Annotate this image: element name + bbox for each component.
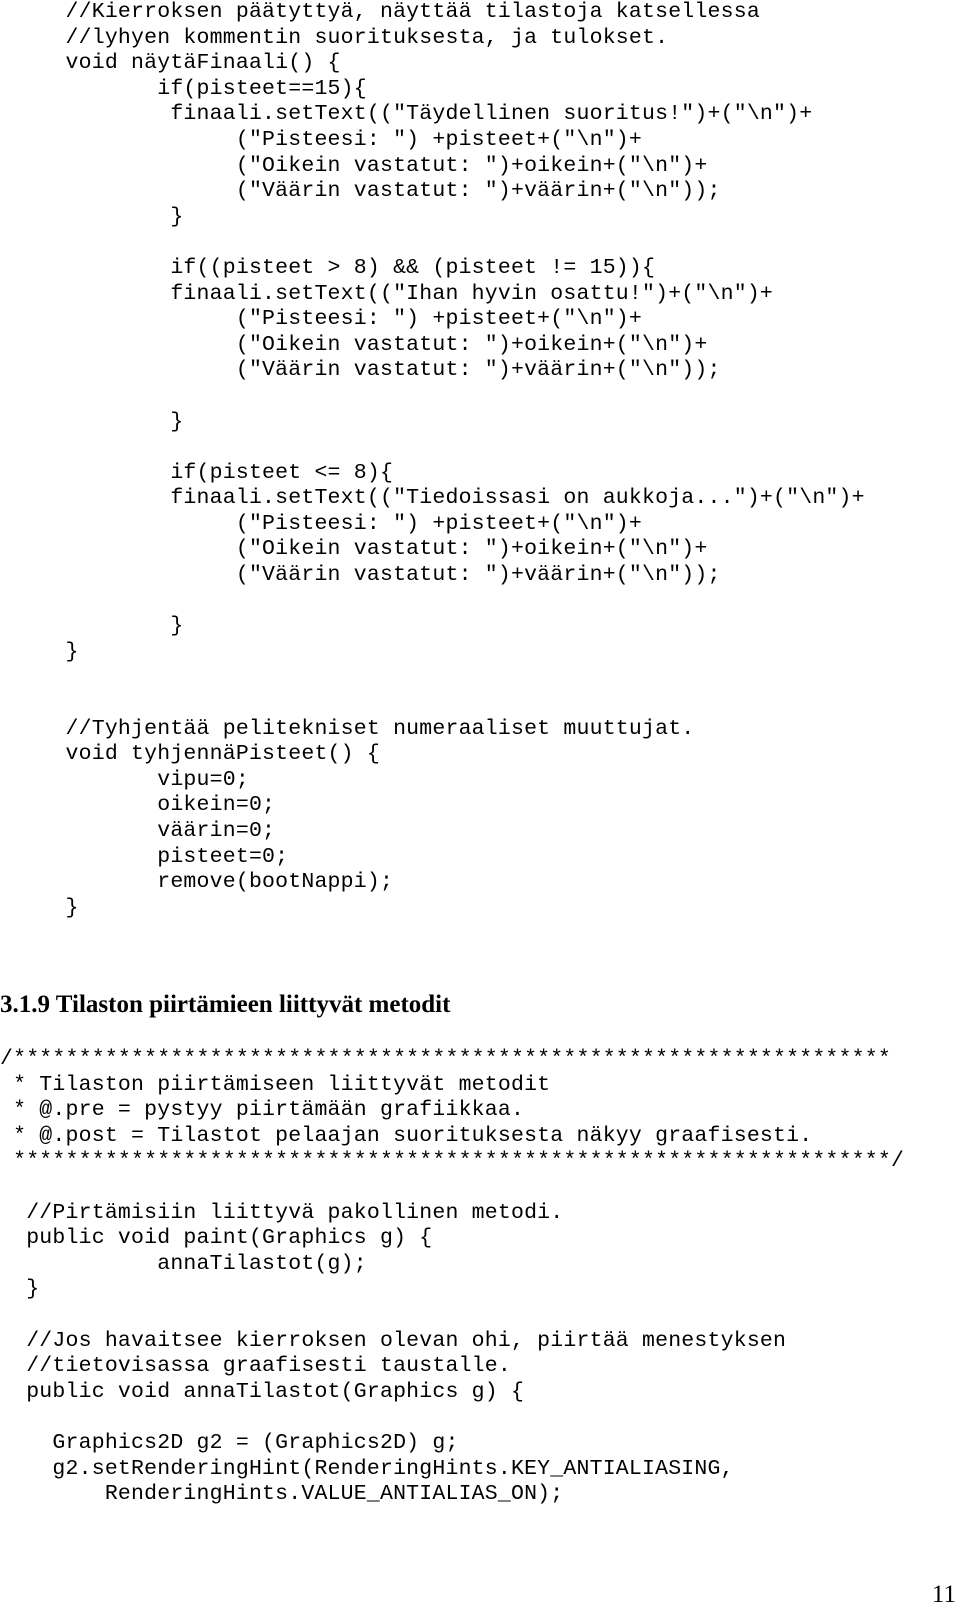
code-listing-top: //Kierroksen päätyttyä, näyttää tilastoja katsellessa //lyhyen kommentin suorituksesta, ja tulokset. void näytäFinaali() { if(pisteet==15){ finaali.setText(("Täydellinen suoritus!")+("\n")+ ("Pisteesi: ") +pisteet+("\n")+ ("Oikein vastatut: ")+oikein+("\n")+ ("Väärin vastatut: ")+väärin+("\n")); } if((pisteet > 8) && (pisteet != 15)){ finaali.setText(("Ihan hyvin osattu!")+("\n")+ ("Pisteesi: ") +pisteet+("\n")+ ("Oikein vastatut: ")+oikein+("\n")+ ("Väärin vastatut: ")+väärin+("\n")); } if(pisteet <= 8){ finaali.setText(("Tiedoissasi on aukkoja...")+("\n")+ ("Pisteesi: ") +pisteet+("\n")+ ("Oikein vastatut: ")+oikein+("\n")+ ("Väärin vastatut: ")+väärin+("\n")); } } //Tyhjentää pelitekniset numeraaliset muuttujat. void tyhjennäPisteet() { vipu=0; oikein=0; väärin=0; pisteet=0; remove(bootNappi); } [65,0,865,920]
section-heading: 3.1.9 Tilaston piirtämieen liittyvät metodit [0,991,451,1018]
page-number: 11 [931,1581,956,1608]
code-listing-bottom: /******************************************************************* * Tilaston piirtämiseen liittyvät metodit * @.pre = pystyy piirtämään grafiikkaa. * @.post = Tilastot pelaajan suorituksesta näkyy graafisesti. *******************************************************************/ //Pirtämisiin liittyvä pakollinen metodi. public void paint(Graphics g) { annaTilastot(g); } //Jos havaitsee kierroksen olevan ohi, piirtää menestyksen //tietovisassa graafisesti taustalle. public void annaTilastot(Graphics g) { Graphics2D g2 = (Graphics2D) g; g2.setRenderingHint(RenderingHints.KEY_ANTIALIASING, RenderingHints.VALUE_ANTIALIAS_ON); [0,1047,905,1507]
